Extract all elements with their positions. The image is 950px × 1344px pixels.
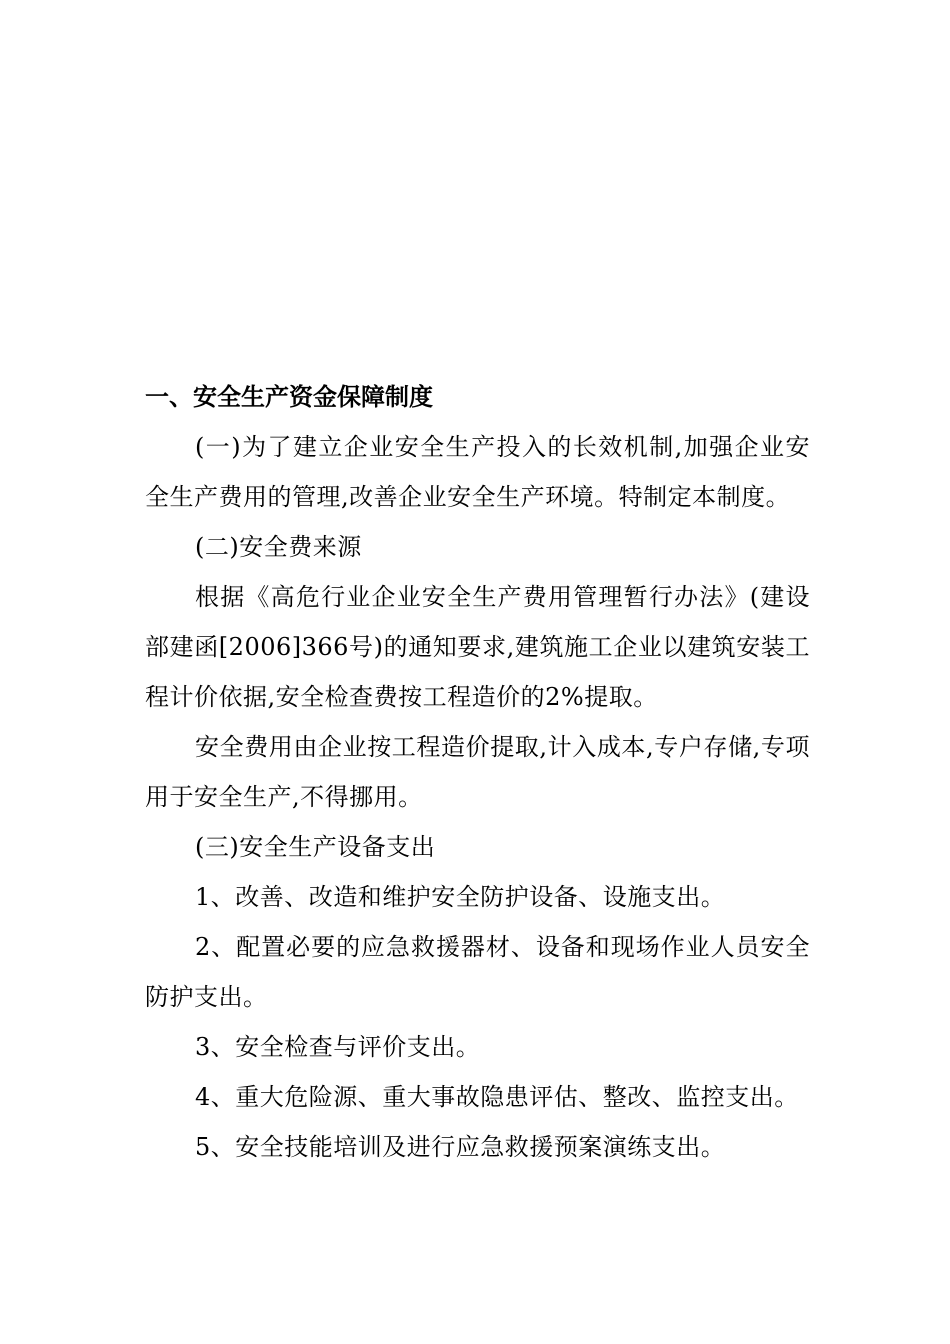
list-item-4: 4、重大危险源、重大事故隐患评估、整改、监控支出。: [195, 1083, 799, 1111]
list-item-5: 5、安全技能培训及进行应急救援预案演练支出。: [195, 1133, 726, 1161]
paragraph-regulation-basis: 根据《高危行业企业安全生产费用管理暂行办法》(建设部建函[2006]366号)的通知要求,建筑施工企业以建筑安装工程计价依据,安全检查费按工程造价的2%提取。: [145, 583, 810, 711]
document-body: [145, 372, 810, 1172]
list-item-2: 2、配置必要的应急救援器材、设备和现场作业人员安全防护支出。: [145, 933, 810, 1011]
paragraph-purpose: (一)为了建立企业安全生产投入的长效机制,加强企业安全生产费用的管理,改善企业安全生产环境。特制定本制度。: [145, 433, 810, 511]
section-heading: 一、安全生产资金保障制度: [145, 383, 433, 411]
subheading-fund-source: (二)安全费来源: [195, 533, 362, 561]
subheading-equipment-expenses: (三)安全生产设备支出: [195, 833, 436, 861]
list-item-1: 1、改善、改造和维护安全防护设备、设施支出。: [195, 883, 726, 911]
list-item-3: 3、安全检查与评价支出。: [195, 1033, 481, 1061]
paragraph-fund-usage: 安全费用由企业按工程造价提取,计入成本,专户存储,专项用于安全生产,不得挪用。: [145, 733, 810, 811]
